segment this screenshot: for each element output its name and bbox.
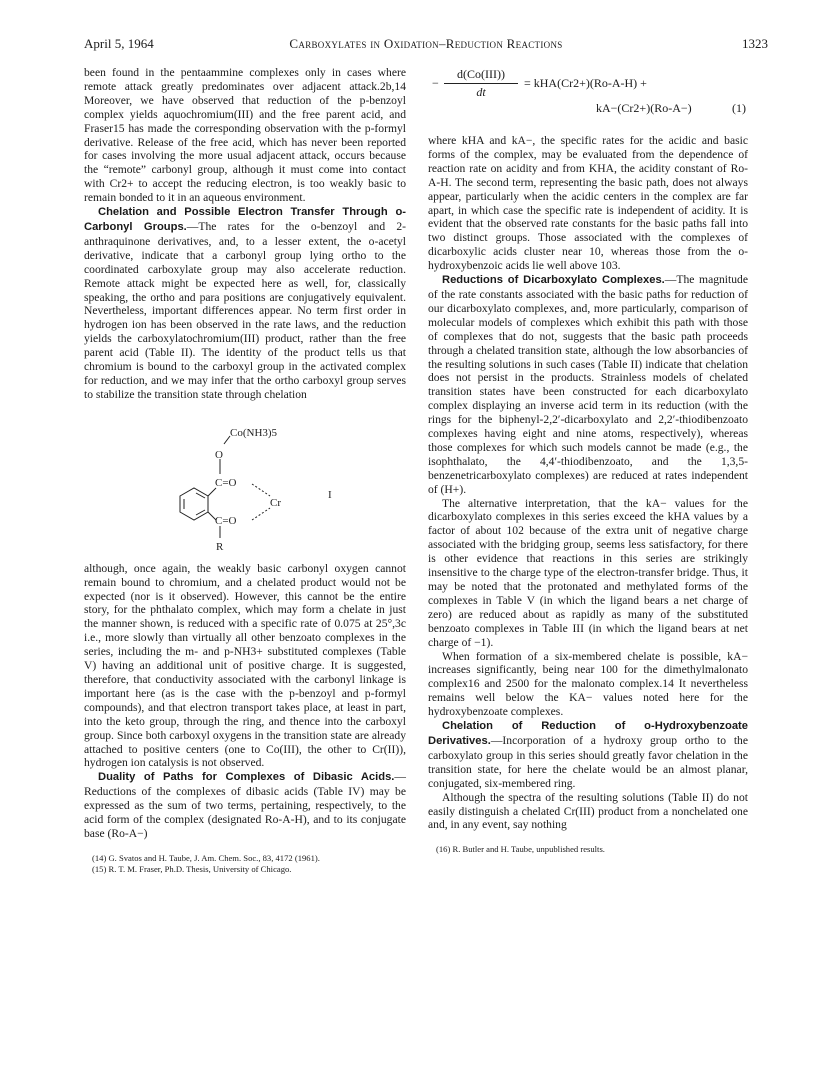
carbonyl-bottom-label: C=O: [215, 514, 237, 527]
page-header: [84, 36, 768, 52]
eq-numerator: d(Co(III)): [457, 67, 505, 81]
left-paragraph-3: although, once again, the weakly basic carbonyl oxygen cannot remain bound to chromium, and a chelated product would not be expected (nor is it observed). However, this cannot be the entire story, for the phthalato complex, which may form a chelate in just the manner shown, is reduced with a specific rate of 0.075 at 25°,3c i.e., more slowly than virtually all other benzoato complexes in the series, including the m- and p-NH3+ substituted complexes (Table V) having an additional unit of positive charge. It is suggested, therefore, that conductivity associated with the carbonyl linkage is important here (as is the case with the p-benzoyl and p-formyl compounds), and that electron transport takes place, at least in part, into the keto group, through the ring, and thence into the carboxyl group. Since both carboxyl oxygens in the transition state are already attached to positive centers (one to Co(III), the other to Cr(II)), hydrogen ion catalysis is not observed.: [84, 561, 406, 770]
right-paragraph-2-text: —The magnitude of the rate constants associated with the basic paths for reduction of our dicarboxylato complexes, and, more particularly, comparison of molecular models of complexes which exhibit this path with those of complexes that do not, suggests that the basic path proceeds through a chelated transition state, although the low absorbancies of the resulting solutions in such cases (Table II) indicate that chelation does not persist in the products. Strainless models of chelated transition states have been constructed for each dicarboxylato complex displaying an inverse acid term in its reduction (with the rings for the biphenyl-2,2′-dicarboxylato and 2,2′-thiodibenzoato complexes having eight and nine atoms, respectively), whereas those complexes for which such models cannot be made (e.g., the isophthalato, the 4,4′-thiodibenzoato, and the 1,3,5-benzenetricarboxylato complexes) are reduced at rates independent of (H+).: [428, 273, 748, 496]
rate-equation: − d(Co(III)) dt = kHA(Cr2+)(Ro-A-H) + kA−(Cr2+)(Ro-A−) (1): [432, 67, 746, 115]
right-column: [428, 66, 748, 855]
section-heading-duality: Duality of Paths for Complexes of Dibasic Acids.: [98, 771, 395, 784]
eq-number: (1): [732, 101, 746, 115]
left-paragraph-4: [84, 770, 406, 841]
left-column: [84, 66, 406, 875]
section-heading-chelation: Chelation and Possible Electron Transfer Through o-Carbonyl Groups.: [84, 206, 406, 233]
eq-rhs-line-2: kA−(Cr2+)(Ro-A−): [596, 101, 692, 115]
left-footnotes: [84, 853, 406, 875]
structure-number-label: I: [328, 488, 332, 501]
section-heading-dicarboxylato: Reductions of Dicarboxylato Complexes.: [442, 274, 665, 287]
footnote-16: (16) R. Butler and H. Taube, unpublished results.: [436, 844, 605, 855]
footnote-15: (15) R. T. M. Fraser, Ph.D. Thesis, University of Chicago.: [92, 863, 292, 874]
eq-rhs-line-1: = kHA(Cr2+)(Ro-A-H) +: [524, 76, 647, 90]
left-paragraph-4-text: —Reductions of the complexes of dibasic acids (Table IV) may be expressed as the sum of two terms, pertaining, respectively, to the acid form of the complex (designated Ro-A-H), and to its conjugate base (Ro-A−): [84, 770, 406, 840]
header-date: April 5, 1964: [84, 36, 154, 51]
left-paragraph-2-text: —The rates for the o-benzoyl and 2-anthraquinone derivatives, and, to a lesser extent, the o-acetyl derivative, indicate that a carbonyl group lying ortho to the coordinated carboxylate group may also accelerate reduction. Remote attack might be expected here as well, for, classically speaking, the ortho and para positions are conjugatively equivalent. Nevertheless, important differences appear. No term first order in hydrogen ion has been observed in the rate laws, and the reduction yields the carboxylatochromium(III) product, rather than the free parent acid (Table II). The identity of the product tells us that chromium is bound to the carboxyl group in the activated complex for reduction, and we may infer that the ortho carboxyl group serves to stabilize the transition state through chelation: [84, 219, 406, 401]
carbonyl-top-label: C=O: [215, 476, 237, 489]
oxygen-label: O: [215, 448, 223, 461]
structure-figure-I: [84, 414, 406, 556]
right-paragraph-1: where kHA and kA−, the specific rates for the acidic and basic forms of the complex, may be evaluated from the dependence of reaction rate on acidity and from KHA, the acidity constant of Ro-A-H. The second term, representing the basic path, does not always appear, particularly when the acidic centers in the complex are far apart, in which case the specific rate is independent of acidity. It is evident that the observed rate constants for the basic paths fall into two distinct groups. Those associated with the complexes of dicarboxylic acids cluster near 10, whereas those from the o-hydroxybenzoic acids lie well above 103.: [428, 134, 748, 273]
running-title: Carboxylates in Oxidation–Reduction Reactions: [289, 36, 563, 51]
left-paragraph-2: [84, 205, 406, 402]
section-heading-hydroxybenzoate: Chelation of Reduction of o-Hydroxybenzoate Derivatives.: [428, 720, 748, 747]
co-nh3-label: Co(NH3)5: [230, 426, 278, 439]
right-paragraph-4: When formation of a six-membered chelate is possible, kA− increases significantly, being near 100 for the dimethylmalonato complex16 and 2500 for the malonato complex.14 It nevertheless remains well below the KA− values noted here for the hydroxybenzoate complexes.: [428, 649, 748, 719]
right-paragraph-5-text: —Incorporation of a hydroxy group ortho to the carboxylato group in this series should greatly favor chelation in the transition state, for here the chelate would be an almost planar, conjugated, six-membered ring.: [428, 733, 748, 790]
right-paragraph-2: [428, 273, 748, 497]
right-paragraph-5: [428, 719, 748, 791]
eq-denominator: dt: [476, 85, 486, 99]
left-paragraph-1: been found in the pentaammine complexes only in cases where remote attack greatly predominates over adjacent attack.2b,14 Moreover, we have observed that reduction of the p-benzoyl complex yields aquochromium(III) and the free parent acid, and Fraser15 has made the corresponding observation with the p-formyl derivative. Release of the free acid, which has never been reported for cases involving the more usual adjacent attack, occurs because the “remote” carbonyl group, although it must come into contact with Cr2+ to accept the reducing electron, is too weakly basic to remain bonded to it in an aqueous environment.: [84, 66, 406, 205]
chromium-label: Cr: [270, 496, 281, 509]
right-footnotes: [428, 844, 748, 855]
right-paragraph-3: The alternative interpretation, that the kA− values for the dicarboxylato complexes in this series exceed the kHA values by a factor of about 102 because of the extra unit of negative charge associated with the bridging group, seems less satisfactory, for there is other evidence that reactions in this series are strikingly insensitive to the charge type of the electron-transfer bridge. Thus, it may be noted that the protonated and methylated forms of the complexes in Table V (in which the ligand bears a net charge of zero) are reduced about as rapidly as many of the substituted benzoato complexes in Table III (in which the ligand bears at net charge of −1).: [428, 496, 748, 649]
right-paragraph-6: Although the spectra of the resulting solutions (Table II) do not easily distinguish a chelated Cr(III) product from a nonchelated one and, in any event, say nothing: [428, 790, 748, 832]
footnote-14: (14) G. Svatos and H. Taube, J. Am. Chem. Soc., 83, 4172 (1961).: [92, 852, 320, 863]
page-number: 1323: [742, 36, 768, 51]
r-group-label: R: [216, 540, 224, 553]
chelate-structure-svg: [84, 414, 406, 556]
